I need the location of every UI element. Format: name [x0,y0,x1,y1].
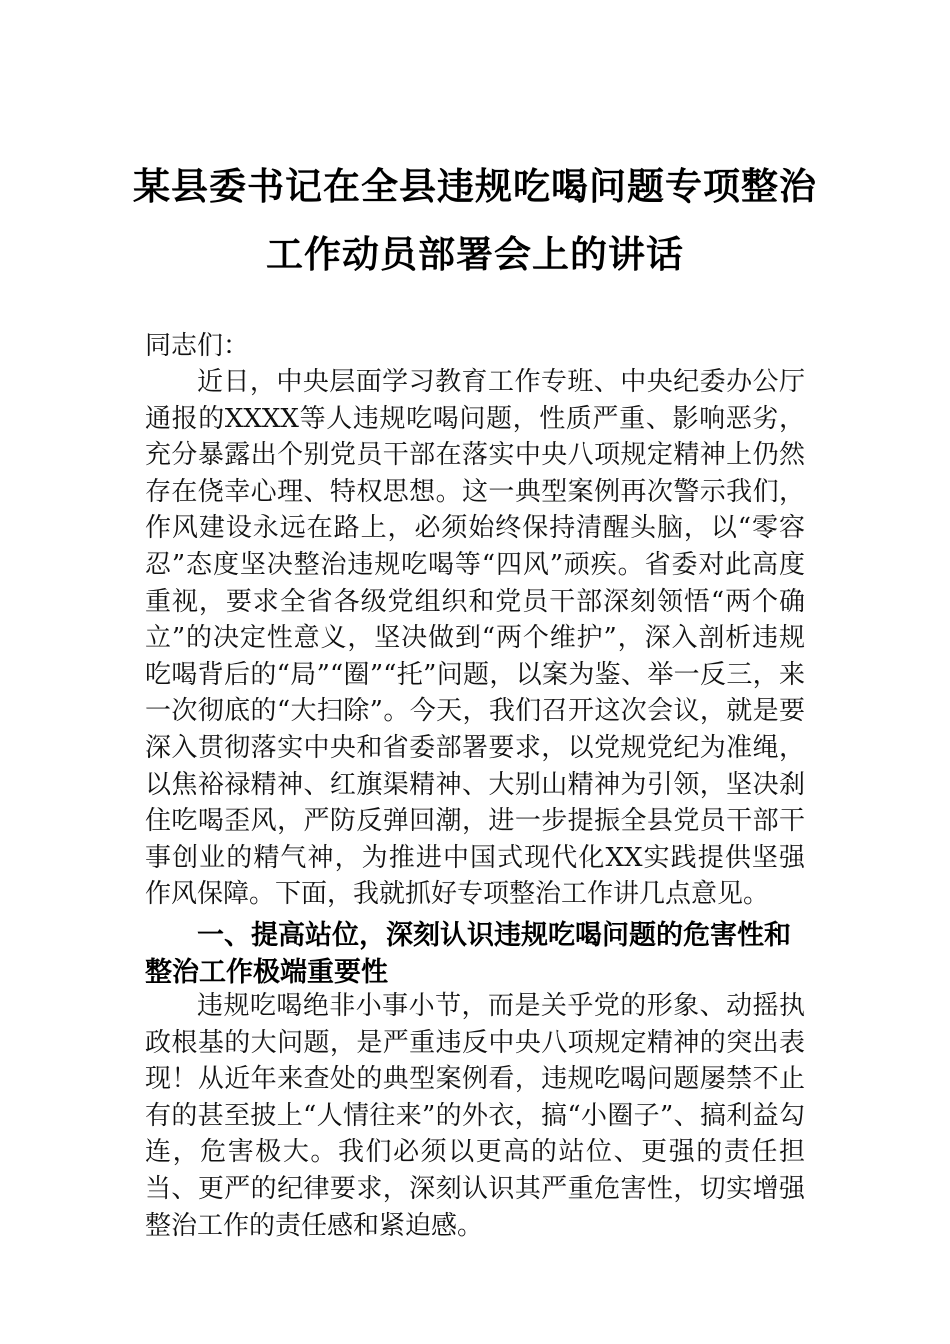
salutation: 同志们： [145,331,250,361]
section-heading-1: 一、提高站位，深刻认识违规吃喝问题的危害性和整治工作极端重要性 [145,920,791,988]
body-paragraph-1: 近日，中央层面学习教育工作专班、中央纪委办公厅通报的XXXX等人违规吃喝问题，性质严重、影响恶劣，充分暴露出个别党员干部在落实中央八项规定精神上仍然存在侥幸心理、特权思想。这一典型案例再次警示我们，作风建设永远在路上，必须始终保持清醒头脑，以“零容忍”态度坚决整治违规吃喝等“四风”顽疾。省委对此高度重视，要求全省各级党组织和党员干部深刻领悟“两个确立”的决定性意义，坚决做到“两个维护”，深入剖析违规吃喝背后的“局”“圈”“托”问题，以案为鉴、举一反三，来一次彻底的“大扫除”。今天，我们召开这次会议，就是要深入贯彻落实中央和省委部署要求，以党规党纪为准绳，以焦裕禄精神、红旗渠精神、大别山精神为引领，坚决刹住吃喝歪风，严防反弹回潮，进一步提振全县党员干部干事创业的精气神，为推进中国式现代化XX实践提供坚强作风保障。下面，我就抓好专项整治工作讲几点意见。 [145,367,805,910]
document-title-line-1: 某县委书记在全县违规吃喝问题专项整治 [133,164,817,208]
document-title-line-2: 工作动员部署会上的讲话 [266,232,684,276]
body-paragraph-2: 违规吃喝绝非小事小节，而是关乎党的形象、动摇执政根基的大问题，是严重违反中央八项规定精神的突出表现！从近年来查处的典型案例看，违规吃喝问题屡禁不止有的甚至披上“人情往来”的外衣，搞“小圈子”、搞利益勾连，危害极大。我们必须以更高的站位、更强的责任担当、更严的纪律要求，深刻认识其严重危害性，切实增强整治工作的责任感和紧迫感。 [145,991,805,1241]
